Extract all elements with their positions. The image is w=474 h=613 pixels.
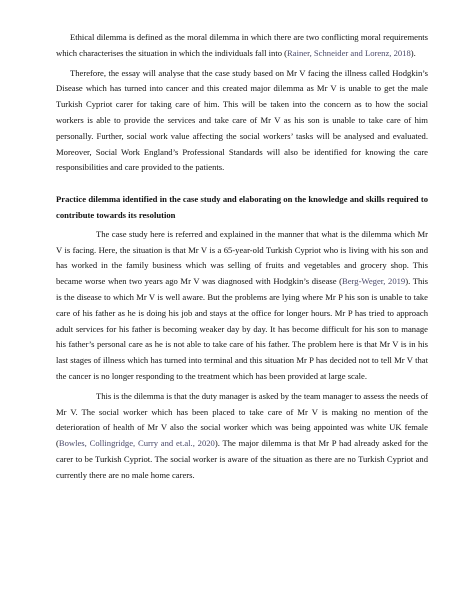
section-paragraph-dilemma [56,389,428,484]
paragraph-text: The case study here is referred and explained in the manner that what is the dilemma which Mr V is facing. Here, the situation is that Mr V is a 65-year-old Turkish Cypriot who is living with his son and has worked in the family business which was selling of fruits and vegetables and grocery shop. This became worse when two years ago Mr V was diagnosed with Hodgkin’s disease ( [56,228,428,287]
intro-paragraph-essay-scope: Therefore, the essay will analyse that the case study based on Mr V facing the illness called Hodgkin’s Disease which has turned into cancer and this created major dilemma as Mr V is unable to get the male Turkish Cypriot carer for taking care of him. This will be taken into the concern as to how the social workers is able to provide the services and take care of Mr V as his son is unable to take care of him personally. Further, social work value affecting the social workers’ tasks will be analysed and evaluated. Moreover, Social Work England’s Professional Standards will also be identified for knowing the care responsibilities and care provided to the patients. [56,67,428,173]
paragraph-text: ). [410,47,416,58]
citation-link[interactable]: Bowles, Collingridge, Curry and et.al., 2020 [58,438,215,449]
paragraph-text: Ethical dilemma is defined as the moral dilemma in which there are two conflicting moral requirements which characterises the situation in which the individuals fall into ( [56,32,428,58]
paragraph-text: ). This is the disease to which Mr V is well aware. But the problems are lying where Mr P his son is unable to take care of his father as he is doing his job and stays at the office for longer hours. Mr P has tried to approach adult services for his father is becoming weaker day by day. It has become difficult for his son to manage his father’s personal care as he is not able to take care of his father. The problem here is that Mr V is in his last stages of illness which has turned into terminal and this situation Mr P has decided not to tell Mr V that the cancer is no longer responding to the treatment which has been provided at large scale. [56,276,428,381]
paragraph-text: This is the dilemma is that the duty manager is asked by the team manager to assess the needs of Mr V. The social worker which has been placed to take care of Mr V is making no mention of the deterioration of health of Mr V also the social worker which was being appointed was white UK female ( [56,390,428,449]
paragraph-text: ). The major dilemma is that Mr P had already asked for the carer to be Turkish Cypriot. The social worker is aware of the situation as there are no Turkish Cypriot and currently there are no male home carers. [56,438,428,480]
citation-link[interactable]: Berg-Weger, 2019 [342,276,406,287]
section-heading: Practice dilemma identified in the case study and elaborating on the knowledge and skills required to contribute towards its resolution [56,194,428,220]
intro-paragraph-ethical-dilemma [56,30,428,62]
section-paragraph-case-study [56,227,428,385]
citation-link[interactable]: Rainer, Schneider and Lorenz, 2018 [287,47,411,58]
